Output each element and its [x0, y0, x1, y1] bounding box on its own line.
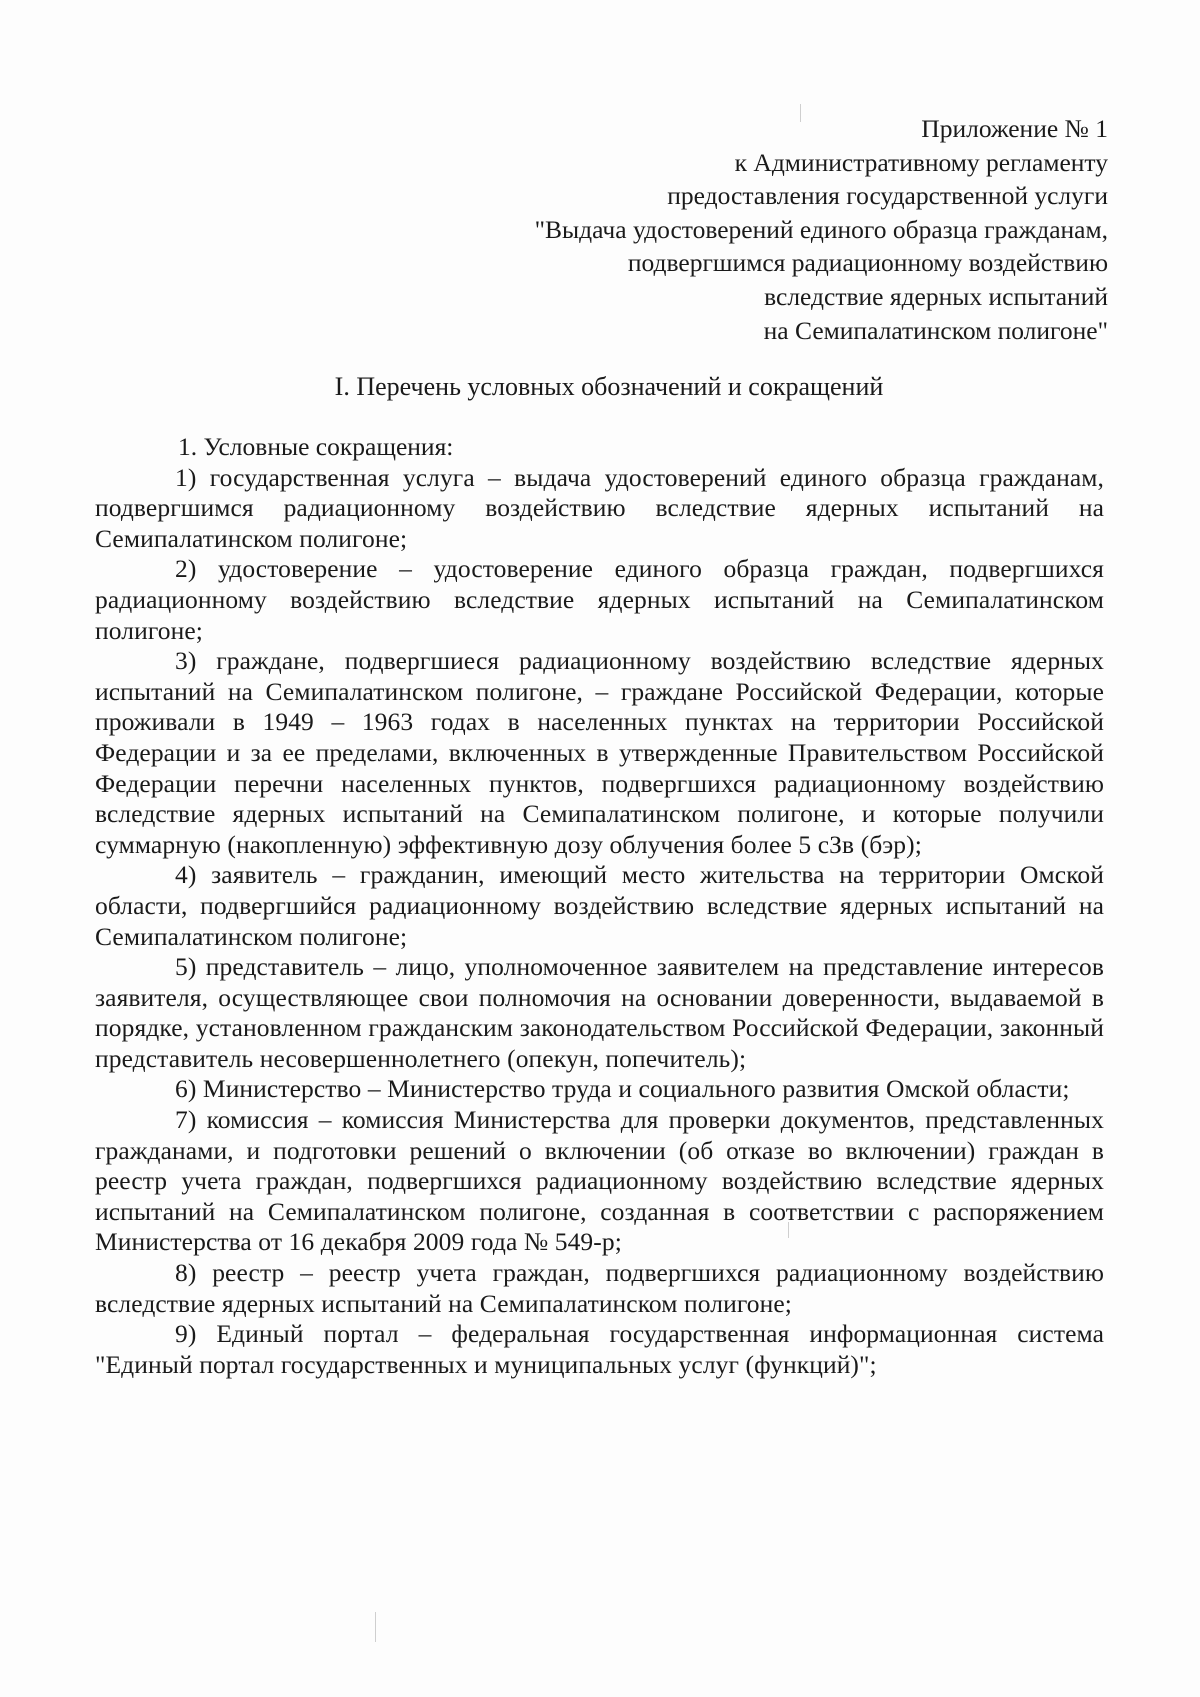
abbreviation-item: 9) Единый портал – федеральная государственная информационная система "Единый портал государственных и муниципальных услуг (функций)";: [95, 1319, 1104, 1379]
header-line: предоставления государственной услуги: [667, 181, 1108, 211]
abbreviation-item: 3) граждане, подвергшиеся радиационному воздействию вследствие ядерных испытаний на Семипалатинском полигоне, – граждане Российской Федерации, которые проживали в 1949 – 1963 годах в населенных пунктах на территории Российской Федерации и за ее пределами, включенных в утвержденные Правительством Российской Федерации перечни населенных пунктов, подвергшихся радиационному воздействию вследствие ядерных испытаний на Семипалатинском полигоне, и которые получили суммарную (накопленную) эффективную дозу облучения более 5 сЗв (бэр);: [95, 646, 1104, 859]
header-line: на Семипалатинском полигоне": [763, 315, 1108, 345]
header-line: Приложение № 1: [921, 114, 1108, 143]
abbreviations-list: [95, 432, 1104, 1380]
abbreviation-item: 8) реестр – реестр учета граждан, подвергшихся радиационному воздействию вследствие ядерных испытаний на Семипалатинском полигоне;: [95, 1258, 1104, 1318]
abbreviation-item: 1) государственная услуга – выдача удостоверений единого образца гражданам, подвергшимся радиационному воздействию вследствие ядерных испытаний на Семипалатинском полигоне;: [95, 462, 1104, 553]
abbreviation-item: 2) удостоверение – удостоверение единого образца граждан, подвергшихся радиационному воздействию вследствие ядерных испытаний на Семипалатинском полигоне;: [95, 554, 1104, 645]
abbreviation-item: 5) представитель – лицо, уполномоченное заявителем на представление интересов заявителя, осуществляющее свои полномочия на основании доверенности, выдаваемой в порядке, установленном гражданским законодательством Российской Федерации, законный представитель несовершеннолетнего (опекун, попечитель);: [95, 952, 1104, 1073]
header-line: "Выдача удостоверений единого образца гражданам,: [534, 214, 1108, 244]
abbreviation-item: 6) Министерство – Министерство труда и социального развития Омской области;: [175, 1074, 1070, 1104]
abbreviations-heading: 1. Условные сокращения:: [178, 432, 454, 461]
scan-artifact: [375, 1612, 376, 1642]
abbreviation-item: 4) заявитель – гражданин, имеющий место жительства на территории Омской области, подвергшийся радиационному воздействию вследствие ядерных испытаний на Семипалатинском полигоне;: [95, 860, 1104, 951]
abbreviation-item: 7) комиссия – комиссия Министерства для проверки документов, представленных гражданами, и подготовки решений о включении (об отказе во включении) граждан в реестр учета граждан, подвергшихся радиационному воздействию вследствие ядерных испытаний на Семипалатинском полигоне, созданная в соответствии с распоряжением Министерства от 16 декабря 2009 года № 549-р;: [95, 1105, 1104, 1257]
header-line: подвергшимся радиационному воздействию: [627, 248, 1108, 278]
appendix-header: [348, 112, 1108, 347]
header-line: к Административному регламенту: [734, 147, 1108, 177]
section-title: I. Перечень условных обозначений и сокращений: [334, 372, 884, 401]
header-line: вследствие ядерных испытаний: [764, 281, 1108, 311]
